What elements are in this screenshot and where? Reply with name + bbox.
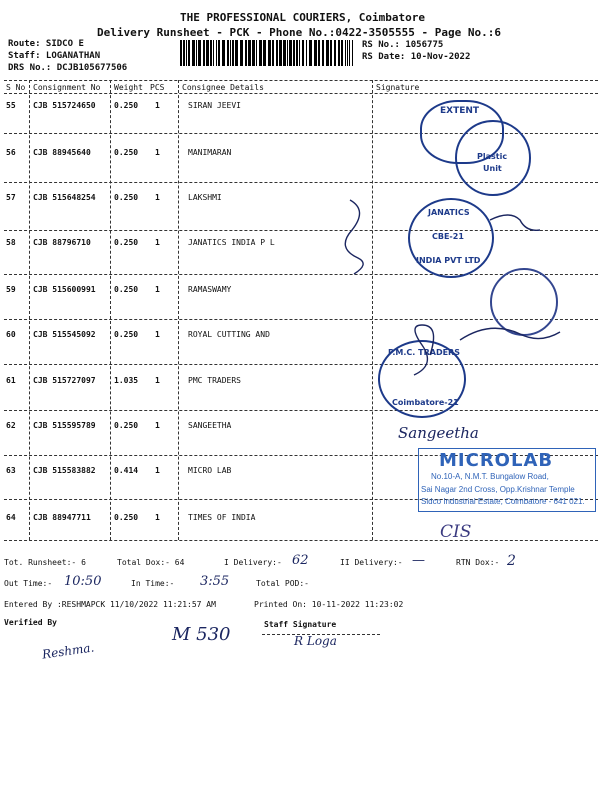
microlab-address-3: Sidco Industrial Estate, Coimbatore - 641 021. — [421, 497, 585, 506]
barcode-bar — [322, 40, 324, 66]
barcode-bar — [345, 40, 346, 66]
row-56-consignee: MANIMARAN — [188, 148, 232, 157]
handwritten-signatures — [330, 190, 590, 390]
row-58-consignment: CJB 88796710 — [33, 238, 91, 247]
total-dox: Total Dox:- 64 — [117, 558, 185, 567]
in-time-label: In Time:- — [131, 579, 175, 588]
barcode-bar — [192, 40, 195, 66]
microlab-address-2: Sai Nagar 2nd Cross, Opp.Krishnar Temple — [421, 485, 575, 494]
signature-verifier: M 530 — [172, 624, 231, 645]
row-61-weight: 1.035 — [114, 376, 139, 385]
stamp-text: Plastic — [477, 152, 508, 161]
stamp-text: EXTENT — [440, 106, 480, 116]
entered-by: Entered By :RESHMAPCK 11/10/2022 11:21:57 AM — [4, 600, 216, 609]
barcode-bar — [198, 40, 201, 66]
barcode-bar — [232, 40, 234, 66]
out-time-value: 10:50 — [64, 574, 102, 589]
row-55-consignment: CJB 515724650 — [33, 101, 96, 110]
col-divider — [110, 80, 111, 540]
row-56-weight: 0.250 — [114, 148, 139, 157]
barcode-bar — [259, 40, 262, 66]
barcode-bar — [276, 40, 278, 66]
row-55-consignee: SIRAN JEEVI — [188, 101, 241, 110]
barcode-bar — [306, 40, 307, 66]
rtn-dox-value: 2 — [507, 553, 516, 569]
row-64-consignment: CJB 88947711 — [33, 513, 91, 522]
row-56-pcs: 1 — [155, 148, 160, 157]
row-60-pcs: 1 — [155, 330, 160, 339]
row-62-pcs: 1 — [155, 421, 160, 430]
barcode-bar — [296, 40, 298, 66]
col-header-signature: Signature — [376, 83, 420, 92]
row-61-sno: 61 — [6, 376, 16, 385]
row-55-weight: 0.250 — [114, 101, 139, 110]
barcode-bar — [222, 40, 225, 66]
row-63-weight: 0.414 — [114, 466, 139, 475]
i-delivery-label: I Delivery:- — [224, 558, 282, 567]
row-58-consignee: JANATICS INDIA P L — [188, 238, 275, 247]
barcode-bar — [218, 40, 220, 66]
row-56-sno: 56 — [6, 148, 16, 157]
staff-signature-label: Staff Signature — [264, 620, 337, 629]
stamp-text: P.M.C. TRADERS — [388, 348, 460, 357]
signature-reshma: Reshma. — [41, 640, 96, 662]
printed-on: Printed On: 10-11-2022 11:23:02 — [254, 600, 404, 609]
row-57-weight: 0.250 — [114, 193, 139, 202]
table-top-rule — [4, 80, 598, 81]
i-delivery-value: 62 — [292, 553, 309, 568]
row-63-pcs: 1 — [155, 466, 160, 475]
ii-delivery-label: II Delivery:- — [340, 558, 403, 567]
row-59-sno: 59 — [6, 285, 16, 294]
stamp-text: Unit — [483, 164, 502, 173]
barcode-bar — [263, 40, 266, 66]
barcode-bar — [203, 40, 205, 66]
row-62-sno: 62 — [6, 421, 16, 430]
barcode-graphic — [180, 40, 356, 66]
barcode-bar — [352, 40, 353, 66]
row-rule — [4, 410, 598, 411]
row-63-sno: 63 — [6, 466, 16, 475]
table-header-rule — [4, 93, 598, 94]
signature-sangeetha: Sangeetha — [398, 424, 479, 442]
row-64-sno: 64 — [6, 513, 16, 522]
barcode-bar — [213, 40, 214, 66]
tot-runsheet: Tot. Runsheet:- 6 — [4, 558, 86, 567]
row-61-pcs: 1 — [155, 376, 160, 385]
row-64-consignee: TIMES OF INDIA — [188, 513, 256, 522]
stamp-text: Coimbatore-21 — [392, 398, 459, 407]
row-58-pcs: 1 — [155, 238, 160, 247]
row-60-sno: 60 — [6, 330, 16, 339]
barcode-bar — [326, 40, 329, 66]
row-58-weight: 0.250 — [114, 238, 139, 247]
col-header-pcs: PCS — [150, 83, 165, 92]
route-label: Route: SIDCO E — [8, 39, 84, 49]
row-59-consignment: CJB 515600991 — [33, 285, 96, 294]
row-58-sno: 58 — [6, 238, 16, 247]
ii-delivery-value: — — [412, 553, 425, 568]
row-60-weight: 0.250 — [114, 330, 139, 339]
barcode-bar — [299, 40, 300, 66]
barcode-bar — [227, 40, 229, 66]
row-59-weight: 0.250 — [114, 285, 139, 294]
row-62-consignee: SANGEETHA — [188, 421, 232, 430]
barcode-bar — [248, 40, 251, 66]
barcode-bar — [252, 40, 255, 66]
col-divider — [178, 80, 179, 540]
barcode-bar — [293, 40, 295, 66]
barcode-bar — [279, 40, 282, 66]
barcode-bar — [180, 40, 182, 66]
out-time-label: Out Time:- — [4, 579, 53, 588]
col-header-sno: S No — [6, 83, 26, 92]
rtn-dox-label: RTN Dox:- — [456, 558, 500, 567]
stamp-text: CBE-21 — [432, 232, 464, 241]
drs-number: DRS No.: DCJB105677506 — [8, 63, 128, 73]
barcode-bar — [240, 40, 243, 66]
barcode-bar — [196, 40, 197, 66]
barcode-bar — [302, 40, 304, 66]
barcode-bar — [347, 40, 348, 66]
document-subtitle: Delivery Runsheet - PCK - Phone No.:0422-3505555 - Page No.:6 — [97, 26, 501, 39]
barcode-bar — [338, 40, 340, 66]
signature-cis: CIS — [440, 522, 472, 542]
row-60-consignee: ROYAL CUTTING AND — [188, 330, 270, 339]
barcode-bar — [287, 40, 288, 66]
barcode-bar — [318, 40, 320, 66]
stamp-text: JANATICS — [428, 208, 470, 217]
barcode-bar — [349, 40, 350, 66]
barcode-bar — [206, 40, 209, 66]
row-62-consignment: CJB 515595789 — [33, 421, 96, 430]
barcode-bar — [186, 40, 187, 66]
verified-by-label: Verified By — [4, 618, 57, 627]
in-time-value: 3:55 — [200, 574, 230, 589]
barcode — [180, 40, 356, 66]
table-bottom-rule — [4, 540, 598, 541]
barcode-bar — [268, 40, 271, 66]
barcode-bar — [283, 40, 286, 66]
signature-staff: R Loga — [294, 634, 337, 648]
row-60-consignment: CJB 515545092 — [33, 330, 96, 339]
row-63-consignment: CJB 515583882 — [33, 466, 96, 475]
rs-date: RS Date: 10-Nov-2022 — [362, 52, 471, 62]
barcode-bar — [188, 40, 190, 66]
microlab-stamp — [418, 448, 596, 512]
row-63-consignee: MICRO LAB — [188, 466, 232, 475]
barcode-bar — [216, 40, 217, 66]
row-57-pcs: 1 — [155, 193, 160, 202]
row-62-weight: 0.250 — [114, 421, 139, 430]
barcode-bar — [272, 40, 274, 66]
barcode-bar — [245, 40, 247, 66]
row-57-consignee: LAKSHMI — [188, 193, 222, 202]
barcode-bar — [334, 40, 336, 66]
microlab-name: MICROLAB — [439, 450, 554, 471]
barcode-bar — [256, 40, 257, 66]
row-59-pcs: 1 — [155, 285, 160, 294]
row-55-pcs: 1 — [155, 101, 160, 110]
barcode-bar — [289, 40, 292, 66]
barcode-bar — [183, 40, 185, 66]
col-divider — [29, 80, 30, 540]
company-stamp — [455, 120, 531, 196]
row-59-consignee: RAMASWAMY — [188, 285, 232, 294]
barcode-bar — [341, 40, 343, 66]
col-header-consignment: Consignment No — [33, 83, 101, 92]
barcode-bar — [309, 40, 312, 66]
stamp-text: INDIA PVT LTD — [416, 256, 481, 265]
barcode-bar — [235, 40, 238, 66]
staff-label: Staff: LOGANATHAN — [8, 51, 101, 61]
col-header-weight: Weight — [114, 83, 143, 92]
barcode-bar — [314, 40, 317, 66]
barcode-bar — [330, 40, 332, 66]
col-header-consignee: Consignee Details — [182, 83, 264, 92]
barcode-bar — [210, 40, 212, 66]
row-56-consignment: CJB 88945640 — [33, 148, 91, 157]
row-57-sno: 57 — [6, 193, 16, 202]
row-57-consignment: CJB 515648254 — [33, 193, 96, 202]
row-64-weight: 0.250 — [114, 513, 139, 522]
row-61-consignment: CJB 515727097 — [33, 376, 96, 385]
rs-number: RS No.: 1056775 — [362, 40, 444, 50]
microlab-address-1: No.10-A, N.M.T. Bungalow Road, — [431, 472, 549, 481]
row-61-consignee: PMC TRADERS — [188, 376, 241, 385]
total-pod: Total POD:- — [256, 579, 309, 588]
barcode-bar — [230, 40, 231, 66]
row-64-pcs: 1 — [155, 513, 160, 522]
row-55-sno: 55 — [6, 101, 16, 110]
document-title: THE PROFESSIONAL COURIERS, Coimbatore — [180, 11, 426, 24]
